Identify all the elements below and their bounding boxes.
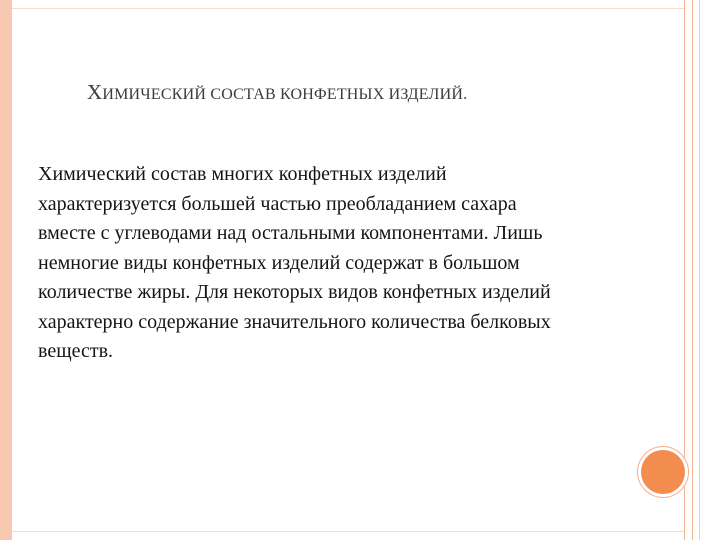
title-rest: ИМИЧЕСКИЙ СОСТАВ КОНФЕТНЫХ ИЗДЕЛИЙ.: [102, 86, 468, 103]
body-line: характеризуется большей частью преобладанием сахара: [38, 192, 517, 215]
top-divider: [12, 8, 685, 9]
orange-circle-icon: [641, 450, 685, 494]
body-line: веществ.: [38, 340, 114, 362]
right-frame-outer-line: [692, 0, 693, 540]
title-initial: Х: [87, 80, 103, 104]
right-frame-inner-line: [684, 0, 685, 540]
body-line: количестве жиры. Для некоторых видов конфетных изделий: [38, 281, 551, 303]
right-frame-strip: [699, 0, 720, 540]
body-line: вместе с углеводами над остальными компонентами. Лишь: [38, 222, 543, 244]
body-line: немногие виды конфетных изделий содержат в большом: [38, 251, 520, 274]
left-decorative-band: [0, 0, 12, 540]
body-line: характерно содержание значительного количества белковых: [38, 310, 551, 333]
bottom-divider: [12, 531, 685, 532]
slide-title: [87, 80, 647, 105]
slide-body: [38, 160, 678, 367]
body-line: Химический состав многих конфетных изделий: [38, 163, 447, 185]
